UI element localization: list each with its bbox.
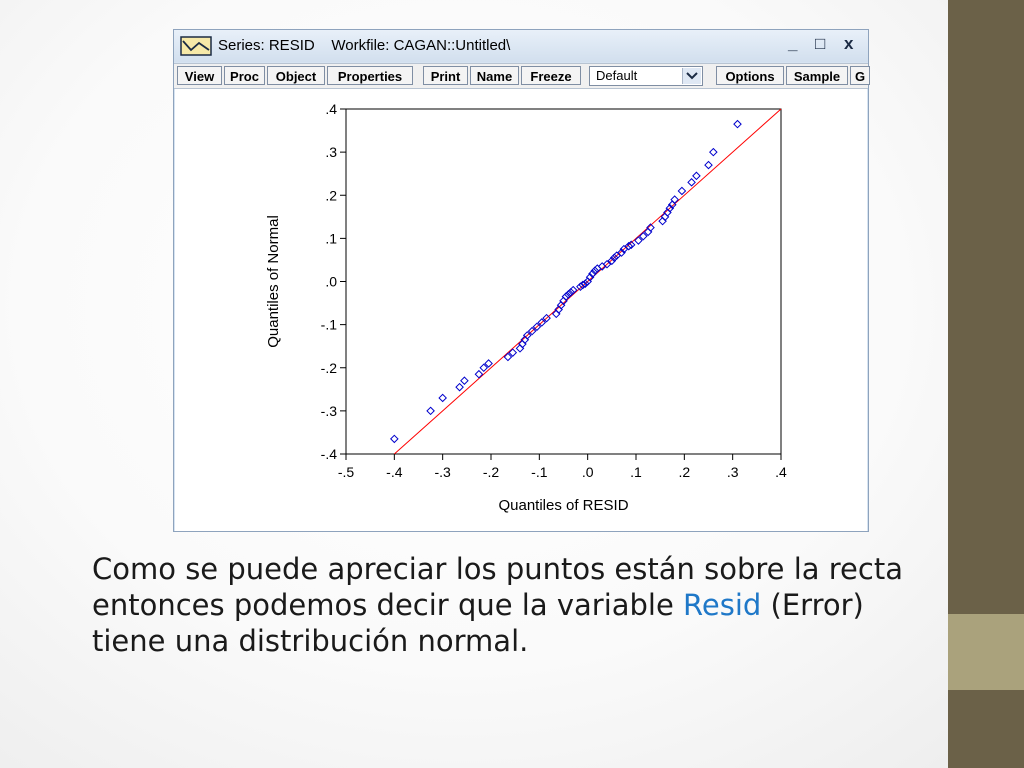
chevron-down-icon[interactable] xyxy=(682,68,701,84)
x-tick-label: -.1 xyxy=(531,464,548,480)
maximize-button[interactable]: □ xyxy=(815,34,826,53)
series-window-icon xyxy=(180,36,212,61)
y-tick-label: .2 xyxy=(325,187,337,204)
eviews-series-window xyxy=(173,29,869,532)
y-tick-label: -.3 xyxy=(320,402,337,419)
y-tick-label: -.4 xyxy=(320,446,337,462)
genr-button[interactable]: G xyxy=(850,66,870,85)
data-point xyxy=(427,407,434,414)
sidebar-dark-top xyxy=(948,0,1024,614)
plot-frame xyxy=(346,109,781,454)
freeze-button[interactable]: Freeze xyxy=(521,66,581,85)
close-button[interactable]: x xyxy=(844,34,854,53)
y-tick-label: .4 xyxy=(325,101,337,117)
sidebar-dark-bottom xyxy=(948,690,1024,768)
data-point xyxy=(456,384,463,391)
slide-caption xyxy=(92,551,942,659)
proc-button[interactable]: Proc xyxy=(224,66,265,85)
x-tick-label: .0 xyxy=(581,464,594,480)
y-tick-label: .3 xyxy=(325,144,337,161)
x-tick-label: -.3 xyxy=(434,464,451,480)
sidebar-accent-band xyxy=(948,614,1024,690)
print-button[interactable]: Print xyxy=(423,66,468,85)
caption-highlight-resid: Resid xyxy=(683,588,762,622)
data-point xyxy=(439,394,446,401)
data-point xyxy=(710,149,717,156)
sample-button[interactable]: Sample xyxy=(786,66,848,85)
x-tick-label: -.5 xyxy=(337,464,355,480)
qq-plot xyxy=(175,89,867,531)
name-button[interactable]: Name xyxy=(470,66,519,85)
x-tick-label: .1 xyxy=(630,464,642,480)
x-tick-label: .3 xyxy=(726,464,739,480)
view-style-value: Default xyxy=(596,68,638,83)
view-style-select[interactable] xyxy=(589,66,703,86)
view-button[interactable]: View xyxy=(177,66,222,85)
window-toolbar xyxy=(174,63,868,89)
data-point xyxy=(461,377,468,384)
object-button[interactable]: Object xyxy=(267,66,325,85)
data-point xyxy=(688,179,695,186)
x-axis-label: Quantiles of RESID xyxy=(498,497,629,514)
data-point xyxy=(734,120,741,127)
data-point xyxy=(678,187,685,194)
x-tick-label: .2 xyxy=(678,464,691,480)
y-tick-label: -.2 xyxy=(320,359,337,376)
y-tick-label: .0 xyxy=(325,273,337,290)
x-tick-label: -.4 xyxy=(386,464,403,480)
data-point xyxy=(391,435,398,442)
plot-area xyxy=(175,89,867,531)
caption-text-after: (Error) tiene una distribución normal. xyxy=(92,588,864,658)
y-tick-label: -.1 xyxy=(320,316,337,333)
options-button[interactable]: Options xyxy=(716,66,784,85)
data-point xyxy=(705,161,712,168)
caption-text-before: Como se puede apreciar los puntos están sobre la recta entonces podemos decir que la variable xyxy=(92,552,903,622)
window-title: Series: RESID Workfile: CAGAN::Untitled\ xyxy=(218,37,511,54)
properties-button[interactable]: Properties xyxy=(327,66,413,85)
y-axis-label: Quantiles of Normal xyxy=(265,215,282,348)
y-tick-label: .1 xyxy=(325,230,337,247)
data-point xyxy=(693,172,700,179)
minimize-button[interactable]: _ xyxy=(788,34,798,53)
x-tick-label: .4 xyxy=(775,464,787,480)
window-titlebar[interactable] xyxy=(174,30,868,62)
x-tick-label: -.2 xyxy=(482,464,500,480)
reference-line xyxy=(394,109,781,454)
